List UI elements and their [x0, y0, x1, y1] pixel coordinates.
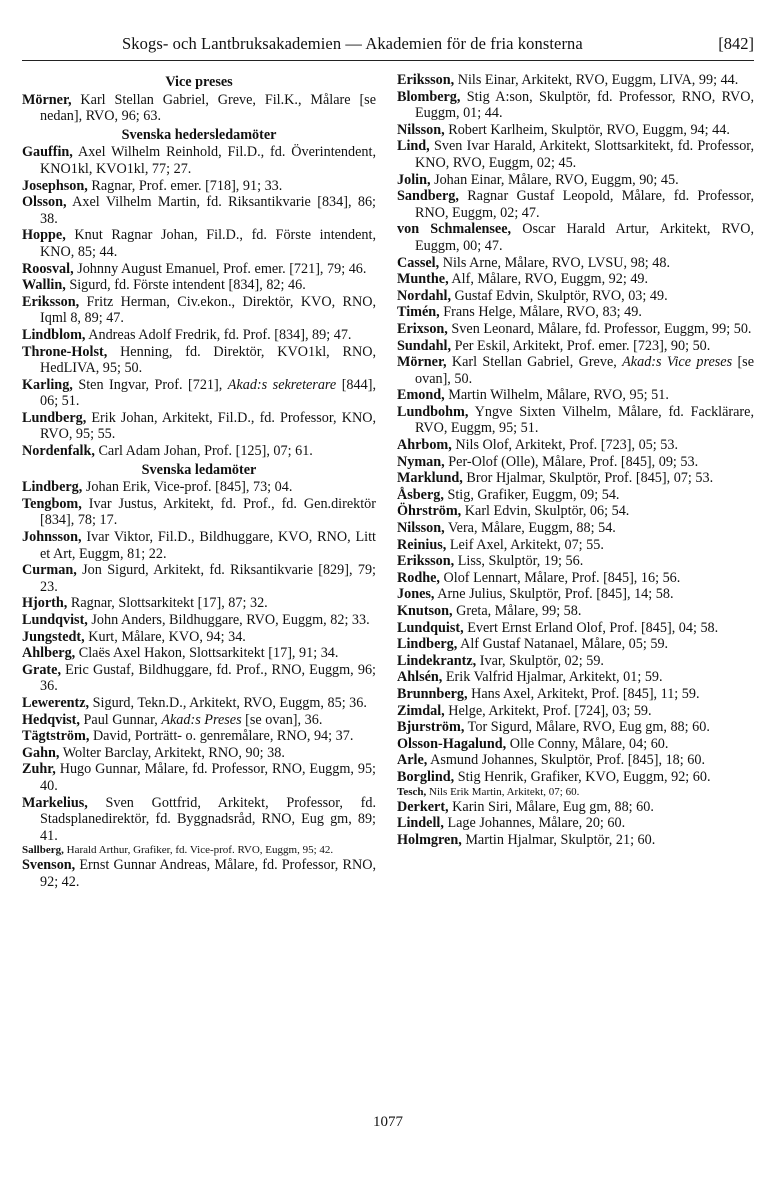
member-entry: [397, 815, 754, 832]
member-details: Ivar Justus, Arkitekt, fd. Prof., fd. Gen.direktör [834], 78; 17.: [40, 495, 376, 529]
member-details: Ivar Viktor, Fil.D., Bildhuggare, KVO, RNO, Litt et Art, Euggm, 81; 22.: [40, 529, 376, 562]
member-name: Curman,: [22, 562, 77, 579]
member-entry: [397, 503, 754, 520]
member-name: Rodhe,: [397, 569, 440, 586]
member-role: Akad:s sekreterare: [227, 376, 337, 393]
member-details: Karin Siri, Målare, Eug gm, 88; 60.: [448, 798, 654, 815]
member-entry: [22, 857, 376, 890]
member-name: Bjurström,: [397, 719, 465, 736]
member-entry: [397, 304, 754, 321]
member-details: Arne Julius, Skulptör, Prof. [845], 14; 58.: [434, 586, 674, 603]
member-name: Åsberg,: [397, 486, 444, 503]
member-details: Leif Axel, Arkitekt, 07; 55.: [446, 536, 604, 553]
member-entry: [397, 620, 754, 637]
member-details: Hans Axel, Arkitekt, Prof. [845], 11; 59.: [467, 685, 700, 702]
member-entry: [397, 188, 754, 221]
member-name: Holmgren,: [397, 831, 462, 848]
member-entry: [22, 795, 376, 845]
member-entry: [397, 586, 754, 603]
member-name: Lundbohm,: [397, 403, 469, 420]
member-details: Eric Gustaf, Bildhuggare, fd. Prof., RNO, Euggm, 96; 36.: [40, 661, 376, 695]
member-name: Ahrbom,: [397, 437, 452, 454]
member-name: Derkert,: [397, 798, 449, 815]
member-details: Gustaf Edvin, Skulptör, RVO, 03; 49.: [451, 287, 668, 304]
member-details: Paul Gunnar,: [79, 711, 162, 728]
member-name: Marklund,: [397, 470, 463, 487]
member-entry: [397, 719, 754, 736]
member-details: Sigurd, Tekn.D., Arkitekt, RVO, Euggm, 85; 36.: [89, 694, 367, 711]
member-name: Tesch,: [397, 785, 427, 798]
member-details: Ivar, Skulptör, 02; 59.: [476, 652, 604, 669]
member-entry: [22, 194, 376, 227]
member-entry: [22, 595, 376, 612]
member-details: Ernst Gunnar Andreas, Målare, fd. Professor, RNO, 92; 42.: [40, 857, 376, 890]
left-column: [22, 72, 376, 891]
member-name: Nyman,: [397, 453, 445, 470]
member-details: Erik Johan, Arkitekt, Fil.D., fd. Professor, KNO, RVO, 95; 55.: [40, 409, 376, 443]
member-entry: [397, 799, 754, 816]
member-details: Carl Adam Johan, Prof. [125], 07; 61.: [94, 443, 313, 460]
member-name: Markelius,: [22, 794, 88, 811]
member-name: Gahn,: [22, 744, 60, 761]
member-name: Öhrström,: [397, 503, 462, 520]
member-name: Lindekrantz,: [397, 652, 477, 669]
member-details: Tor Sigurd, Målare, RVO, Eug gm, 88; 60.: [464, 719, 710, 736]
section-heading: Svenska hedersledamöter: [121, 126, 277, 143]
member-entry: [22, 745, 376, 762]
member-name: Cassel,: [397, 254, 440, 271]
member-name: Hjorth,: [22, 595, 68, 612]
member-details: Asmund Johannes, Skulptör, Prof. [845], 18; 60.: [427, 752, 706, 769]
member-name: Hedqvist,: [22, 711, 80, 728]
member-details: Per Eskil, Arkitekt, Prof. emer. [723], 90; 50.: [451, 337, 711, 354]
member-details: Ragnar Gustaf Leopold, Målare, fd. Professor, RNO, Euggm, 02; 47.: [415, 188, 754, 221]
member-details: Kurt, Målare, KVO, 94; 34.: [84, 628, 246, 645]
member-details-tail: [se ovan], 36.: [241, 711, 323, 728]
member-details: Ragnar, Slottsarkitekt [17], 87; 32.: [67, 595, 268, 612]
member-name: Jungstedt,: [22, 628, 85, 645]
member-details: Yngve Sixten Vilhelm, Målare, fd. Facklärare, RVO, Euggm, 95; 51.: [415, 403, 754, 437]
member-entry: [397, 736, 754, 753]
page-number: 1077: [373, 1114, 403, 1130]
member-entry: [22, 645, 376, 662]
member-name: Eriksson,: [397, 72, 455, 88]
member-entry: [22, 178, 376, 195]
member-name: Roosval,: [22, 260, 74, 277]
member-entry: [22, 728, 376, 745]
member-name: Erixson,: [397, 320, 448, 337]
member-entry: [22, 629, 376, 646]
member-entry: [22, 562, 376, 595]
member-details: Karl Stellan Gabriel, Greve, Fil.K., Målare [se nedan], RVO, 96; 63.: [40, 91, 376, 125]
member-entry: [397, 603, 754, 620]
member-details: Sven Gottfrid, Arkitekt, Professor, fd. Stadsplanedirektör, fd. Byggnadsråd, RNO, Eug gm, 89; 41.: [40, 794, 376, 844]
member-name: Hoppe,: [22, 227, 66, 244]
member-name: Sallberg,: [22, 844, 64, 857]
member-name: Svenson,: [22, 857, 76, 874]
member-details: Jon Sigurd, Arkitekt, fd. Riksantikvarie [829], 79; 23.: [40, 562, 376, 595]
member-name: Tägtström,: [22, 728, 90, 745]
member-entry: [397, 786, 754, 799]
member-details: Johan Einar, Målare, RVO, Euggm, 90; 45.: [430, 171, 679, 188]
member-entry: [397, 537, 754, 554]
member-details: Oscar Harald Artur, Arkitekt, RVO, Euggm, 00; 47.: [415, 221, 754, 254]
member-details: Axel Vilhelm Martin, fd. Riksantikvarie [834], 86; 38.: [40, 194, 376, 227]
member-entry: [22, 612, 376, 629]
member-details: Hugo Gunnar, Målare, fd. Professor, RNO, Euggm, 95; 40.: [40, 761, 376, 794]
member-details: Evert Ernst Erland Olof, Prof. [845], 04; 58.: [463, 619, 719, 636]
member-entry: [397, 653, 754, 670]
member-entry: [397, 669, 754, 686]
member-entry: [22, 92, 376, 125]
member-entry: [22, 443, 376, 460]
member-name: Ahlberg,: [22, 645, 76, 662]
member-details: Karl Edvin, Skulptör, 06; 54.: [461, 503, 630, 520]
member-details-tail: [844], 06; 51.: [40, 376, 376, 410]
member-name: Borglind,: [397, 768, 455, 785]
member-name: Brunnberg,: [397, 685, 468, 702]
member-details: Helge, Arkitekt, Prof. [724], 03; 59.: [444, 702, 652, 719]
section-heading: Svenska ledamöter: [141, 461, 257, 478]
member-details: Axel Wilhelm Reinhold, Fil.D., fd. Överintendent, KNO1kl, KVO1kl, 77; 27.: [40, 144, 376, 177]
member-details: Sten Ingvar, Prof. [721],: [72, 376, 228, 393]
member-name: Olsson,: [22, 194, 67, 211]
member-entry: [397, 520, 754, 537]
right-column: [397, 72, 754, 848]
member-entry: [22, 410, 376, 443]
member-name: Olsson-Hagalund,: [397, 735, 507, 752]
member-details: Karl Stellan Gabriel, Greve,: [446, 354, 623, 371]
member-entry: [397, 470, 754, 487]
member-entry: [22, 344, 376, 377]
member-name: Jones,: [397, 586, 435, 603]
member-details: Fritz Herman, Civ.ekon., Direktör, KVO, RNO, Iqml 8, 89; 47.: [40, 293, 376, 327]
member-name: Throne-Holst,: [22, 343, 108, 360]
member-name: Wallin,: [22, 277, 66, 294]
member-details: John Anders, Bildhuggare, RVO, Euggm, 82; 33.: [87, 612, 370, 628]
member-entry: [397, 338, 754, 355]
member-name: Lewerentz,: [22, 694, 90, 711]
member-entry: [22, 377, 376, 410]
member-entry: [22, 277, 376, 294]
member-details: Olof Lennart, Målare, Prof. [845], 16; 56.: [439, 569, 681, 586]
member-name: Nilsson,: [397, 520, 445, 537]
member-entry: [22, 844, 376, 857]
member-details: Stig Henrik, Grafiker, KVO, Euggm, 92; 60.: [454, 768, 711, 785]
member-role: Akad:s Vice preses: [622, 354, 733, 371]
member-details: Alf, Målare, RVO, Euggm, 92; 49.: [448, 271, 649, 288]
member-entry: [397, 138, 754, 171]
member-details: Olle Conny, Målare, 04; 60.: [506, 735, 669, 752]
member-name: Reinius,: [397, 536, 447, 553]
member-details: Stig A:son, Skulptör, fd. Professor, RNO, RVO, Euggm, 01; 44.: [415, 88, 754, 122]
member-entry: [22, 712, 376, 729]
member-details: Wolter Barclay, Arkitekt, RNO, 90; 38.: [59, 744, 285, 761]
member-details: Nils Arne, Målare, RVO, LVSU, 98; 48.: [439, 254, 671, 271]
header-page-ref: [842]: [718, 34, 754, 53]
member-details: Martin Hjalmar, Skulptör, 21; 60.: [461, 831, 656, 848]
member-name: Josephson,: [22, 177, 88, 194]
member-name: Sundahl,: [397, 337, 452, 354]
member-name: Timén,: [397, 304, 440, 321]
member-name: Lindberg,: [22, 479, 83, 496]
member-entry: [397, 271, 754, 288]
member-name: Lundquist,: [397, 619, 464, 636]
member-details: Bror Hjalmar, Skulptör, Prof. [845], 07; 53.: [462, 470, 714, 487]
member-name: Lindblom,: [22, 326, 86, 343]
member-name: Lundberg,: [22, 409, 87, 426]
member-details: Claës Axel Hakon, Slottsarkitekt [17], 91; 34.: [75, 645, 339, 662]
member-name: Grate,: [22, 661, 61, 678]
member-entry: [397, 487, 754, 504]
member-details-tail: [se ovan], 50.: [415, 354, 754, 387]
member-name: Lindberg,: [397, 636, 458, 653]
member-entry: [397, 570, 754, 587]
member-name: Blomberg,: [397, 88, 461, 105]
member-name: Mörner,: [22, 91, 72, 108]
member-name: Sandberg,: [397, 188, 459, 205]
running-header: [22, 36, 754, 61]
member-name: Lind,: [397, 138, 430, 155]
member-name: Nordenfalk,: [22, 443, 95, 460]
member-entry: [22, 294, 376, 327]
member-entry: [22, 261, 376, 278]
member-details: Erik Valfrid Hjalmar, Arkitekt, 01; 59.: [442, 669, 663, 686]
member-entry: [22, 496, 376, 529]
member-details: Per-Olof (Olle), Målare, Prof. [845], 09; 53.: [444, 453, 699, 470]
member-entry: [22, 529, 376, 562]
member-details: Sven Ivar Harald, Arkitekt, Slottsarkitekt, fd. Professor, KNO, RVO, Euggm, 02; 45.: [415, 138, 754, 171]
member-name: Nilsson,: [397, 121, 445, 138]
member-entry: [22, 662, 376, 695]
member-entry: [397, 686, 754, 703]
member-details: Ragnar, Prof. emer. [718], 91; 33.: [87, 177, 283, 194]
member-entry: [397, 387, 754, 404]
member-entry: [397, 703, 754, 720]
member-entry: [397, 832, 754, 849]
member-entry: [397, 72, 754, 89]
member-name: Zuhr,: [22, 761, 56, 778]
member-name: Jolin,: [397, 171, 431, 188]
member-details: Nils Olof, Arkitekt, Prof. [723], 05; 53.: [451, 437, 678, 454]
member-entry: [397, 636, 754, 653]
member-details: Greta, Målare, 99; 58.: [452, 603, 582, 619]
member-entry: [397, 122, 754, 139]
member-details: Martin Wilhelm, Målare, RVO, 95; 51.: [444, 387, 669, 404]
member-details: Harald Arthur, Grafiker, fd. Vice-prof. RVO, Euggm, 95; 42.: [63, 844, 334, 857]
member-entry: [397, 255, 754, 272]
member-entry: [397, 752, 754, 769]
member-name: Nordahl,: [397, 287, 451, 304]
member-name: Karling,: [22, 376, 73, 393]
member-name: Eriksson,: [397, 553, 455, 570]
member-entry: [22, 479, 376, 496]
member-details: Nils Erik Martin, Arkitekt, 07; 60.: [426, 785, 580, 798]
member-details: David, Porträtt- o. genremålare, RNO, 94; 37.: [89, 728, 354, 745]
member-details: Liss, Skulptör, 19; 56.: [454, 553, 584, 570]
member-details: Johnny August Emanuel, Prof. emer. [721], 79; 46.: [73, 260, 367, 277]
member-details: Nils Einar, Arkitekt, RVO, Euggm, LIVA, 99; 44.: [454, 72, 739, 88]
member-name: Munthe,: [397, 271, 449, 288]
member-name: Mörner,: [397, 354, 447, 371]
member-entry: [22, 761, 376, 794]
member-entry: [397, 354, 754, 387]
member-details: Johan Erik, Vice-prof. [845], 73; 04.: [82, 479, 293, 496]
member-details: Sven Leonard, Målare, fd. Professor, Euggm, 99; 50.: [447, 320, 752, 337]
member-details: Stig, Grafiker, Euggm, 09; 54.: [443, 486, 620, 503]
member-name: Johnsson,: [22, 529, 82, 546]
member-details: Sigurd, fd. Förste intendent [834], 82; 46.: [65, 277, 306, 294]
member-entry: [397, 89, 754, 122]
member-name: Eriksson,: [22, 293, 80, 310]
member-details: Alf Gustaf Natanael, Målare, 05; 59.: [457, 636, 669, 653]
member-entry: [397, 288, 754, 305]
member-name: Lindell,: [397, 815, 444, 832]
member-role: Akad:s Preses: [161, 711, 242, 728]
member-entry: [22, 695, 376, 712]
member-entry: [397, 321, 754, 338]
member-name: Tengbom,: [22, 495, 82, 512]
member-name: Zimdal,: [397, 702, 445, 719]
member-entry: [397, 769, 754, 786]
member-entry: [397, 437, 754, 454]
member-name: Knutson,: [397, 603, 453, 619]
header-title: Skogs- och Lantbruksakademien — Akademien för de fria konsterna: [122, 34, 583, 53]
member-details: Vera, Målare, Euggm, 88; 54.: [444, 520, 616, 537]
member-details: Andreas Adolf Fredrik, fd. Prof. [834], 89; 47.: [85, 326, 352, 343]
member-entry: [397, 553, 754, 570]
member-entry: [22, 227, 376, 260]
member-name: Arle,: [397, 752, 428, 769]
member-name: Gauffin,: [22, 144, 73, 161]
member-entry: [397, 221, 754, 254]
member-details: Knut Ragnar Johan, Fil.D., fd. Förste intendent, KNO, 85; 44.: [40, 227, 376, 260]
member-entry: [397, 172, 754, 189]
member-entry: [397, 404, 754, 437]
member-name: Lundqvist,: [22, 612, 88, 628]
member-entry: [397, 454, 754, 471]
member-name: Emond,: [397, 387, 445, 404]
member-details: Lage Johannes, Målare, 20; 60.: [443, 815, 626, 832]
member-name: von Schmalensee,: [397, 221, 512, 238]
member-details: Frans Helge, Målare, RVO, 83; 49.: [439, 304, 642, 321]
member-details: Henning, fd. Direktör, KVO1kl, RNO, HedLIVA, 95; 50.: [40, 343, 376, 377]
section-heading: Vice preses: [165, 74, 233, 90]
member-entry: [22, 327, 376, 344]
member-entry: [22, 144, 376, 177]
member-details: Robert Karlheim, Skulptör, RVO, Euggm, 94; 44.: [444, 121, 730, 138]
member-name: Ahlsén,: [397, 669, 443, 686]
